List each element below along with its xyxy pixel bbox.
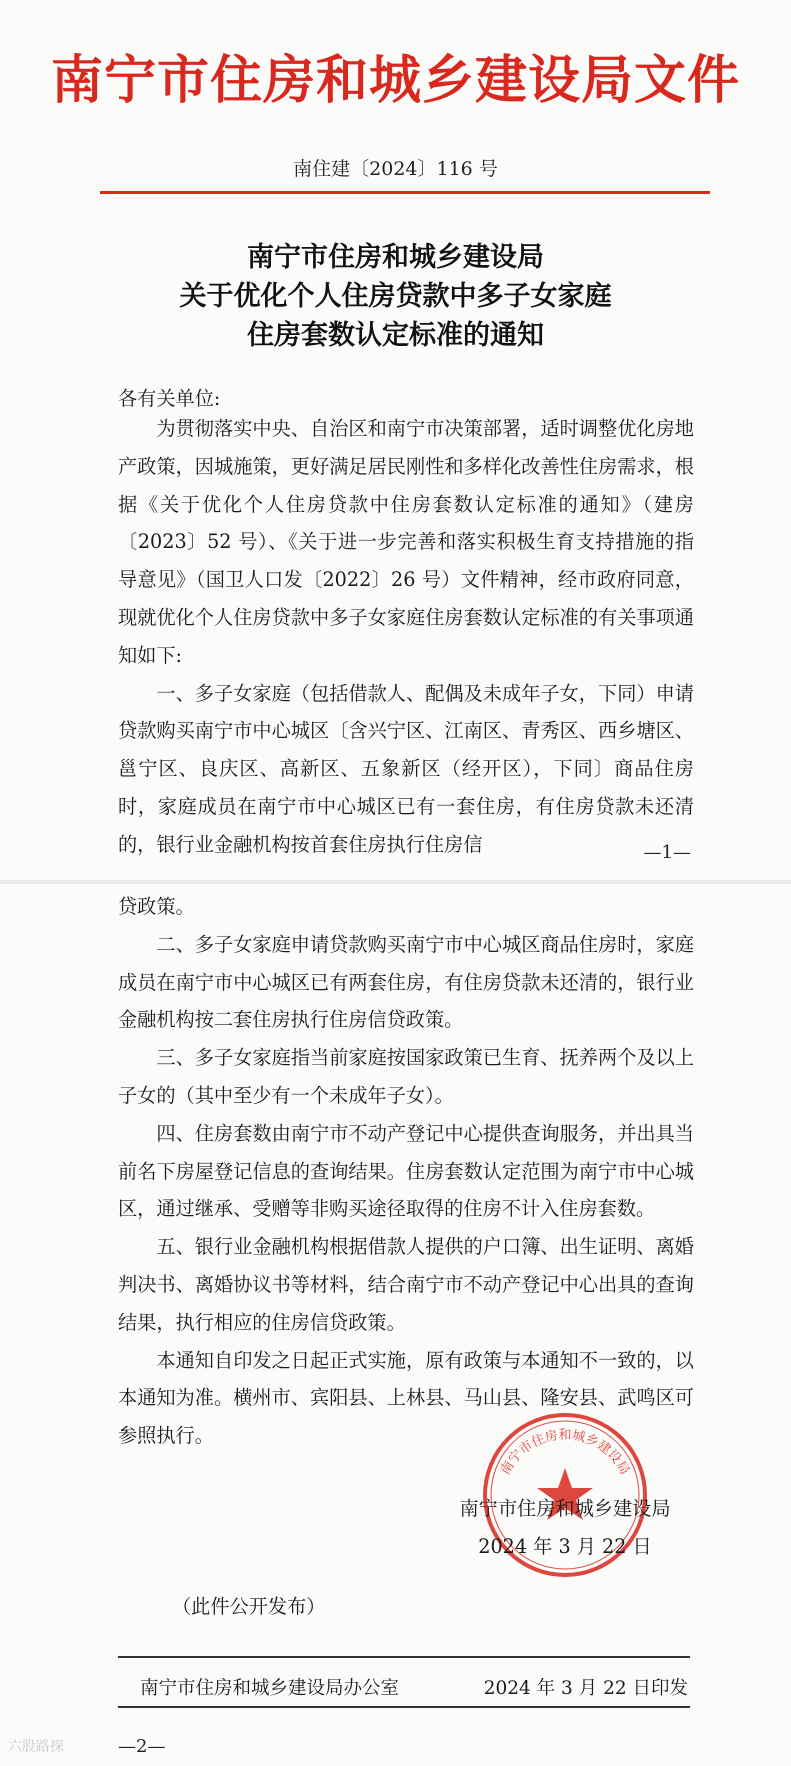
page2-body <box>118 888 694 1455</box>
title-line-3: 住房套数认定标准的通知 <box>247 320 544 351</box>
footer-print-info <box>140 1674 688 1700</box>
title-line-2: 关于优化个人住房贷款中多子女家庭 <box>179 281 612 312</box>
red-divider-line <box>100 191 710 194</box>
paragraph-item-4: 四、住房套数由南宁市不动产登记中心提供查询服务，并出具当前名下房屋登记信息的查询结果。住房套数认定范围为南宁市中心城区，通过继承、受赠等非购买途径取得的住房不计入住房套数。 <box>118 1121 694 1221</box>
footer-print-date: 2024 年 3 月 22 日印发 <box>483 1678 688 1699</box>
watermark-text: 六股路探 <box>8 1739 64 1755</box>
paragraph-continuation: 贷政策。 <box>118 895 195 918</box>
paragraph-item-3: 三、多子女家庭指当前家庭按国家政策已生育、抚养两个及以上子女的（其中至少有一个未成年子女）。 <box>118 1046 694 1107</box>
page1-body <box>118 410 694 856</box>
page-number-2: —2— <box>118 1736 166 1757</box>
footer-office: 南宁市住房和城乡建设局办公室 <box>140 1678 400 1699</box>
paragraph-effective: 本通知自印发之日起正式实施，原有政策与本通知不一致的，以本通知为准。横州市、宾阳县、上林县、马山县、隆安县、武鸣区可参照执行。 <box>118 1348 694 1448</box>
document-number: 南住建〔2024〕116 号 <box>293 158 498 180</box>
seal-text: 南宁市住房和城乡建设局 <box>498 1428 632 1478</box>
footer-rule-bottom <box>118 1706 690 1708</box>
notice-title <box>0 238 791 355</box>
paragraph-intro: 为贯彻落实中央、自治区和南宁市决策部署，适时调整优化房地产政策，因城施策，更好满足居民刚性和多样化改善性住房需求，根据《关于优化个人住房贷款中住房套数认定标准的通知》（建房〔2023〕52 号）、《关于进一步完善和落实积极生育支持措施的指导意见》（国卫人口发〔2022〕26 号）文件精神，经市政府同意，现就优化个人住房贷款中多子女家庭住房套数认定标准的有关事项通知如下: <box>118 417 694 667</box>
public-release-note: （此件公开发布） <box>172 1595 326 1618</box>
paragraph-item-5: 五、银行业金融机构根据借款人提供的户口簿、出生证明、离婚判决书、离婚协议书等材料，结合南宁市不动产登记中心出具的查询结果，执行相应的住房信贷政策。 <box>118 1235 694 1334</box>
issue-date: 2024 年 3 月 22 日 <box>478 1535 652 1558</box>
issuer-block <box>440 1490 690 1566</box>
paragraph-item-1: 一、多子女家庭（包括借款人、配偶及未成年子女，下同）申请贷款购买南宁市中心城区〔含兴宁区、江南区、青秀区、西乡塘区、邕宁区、良庆区、高新区、五象新区（经开区），下同〕商品住房时，家庭成员在南宁市中心城区已有一套住房，有住房贷款未还清的，银行业金融机构按首套住房执行住房信 <box>118 681 694 856</box>
paragraph-item-2: 二、多子女家庭申请贷款购买南宁市中心城区商品住房时，家庭成员在南宁市中心城区已有两套住房，有住房贷款未还清的，银行业金融机构按二套住房执行住房信贷政策。 <box>118 932 694 1032</box>
salutation: 各有关单位: <box>118 387 221 410</box>
red-header-title: 南宁市住房和城乡建设局文件 <box>50 50 740 111</box>
issuer-name: 南宁市住房和城乡建设局 <box>459 1497 671 1520</box>
title-line-1: 南宁市住房和城乡建设局 <box>247 242 544 273</box>
page-number-1: —1— <box>643 842 691 863</box>
footer-rule-top <box>118 1656 690 1658</box>
